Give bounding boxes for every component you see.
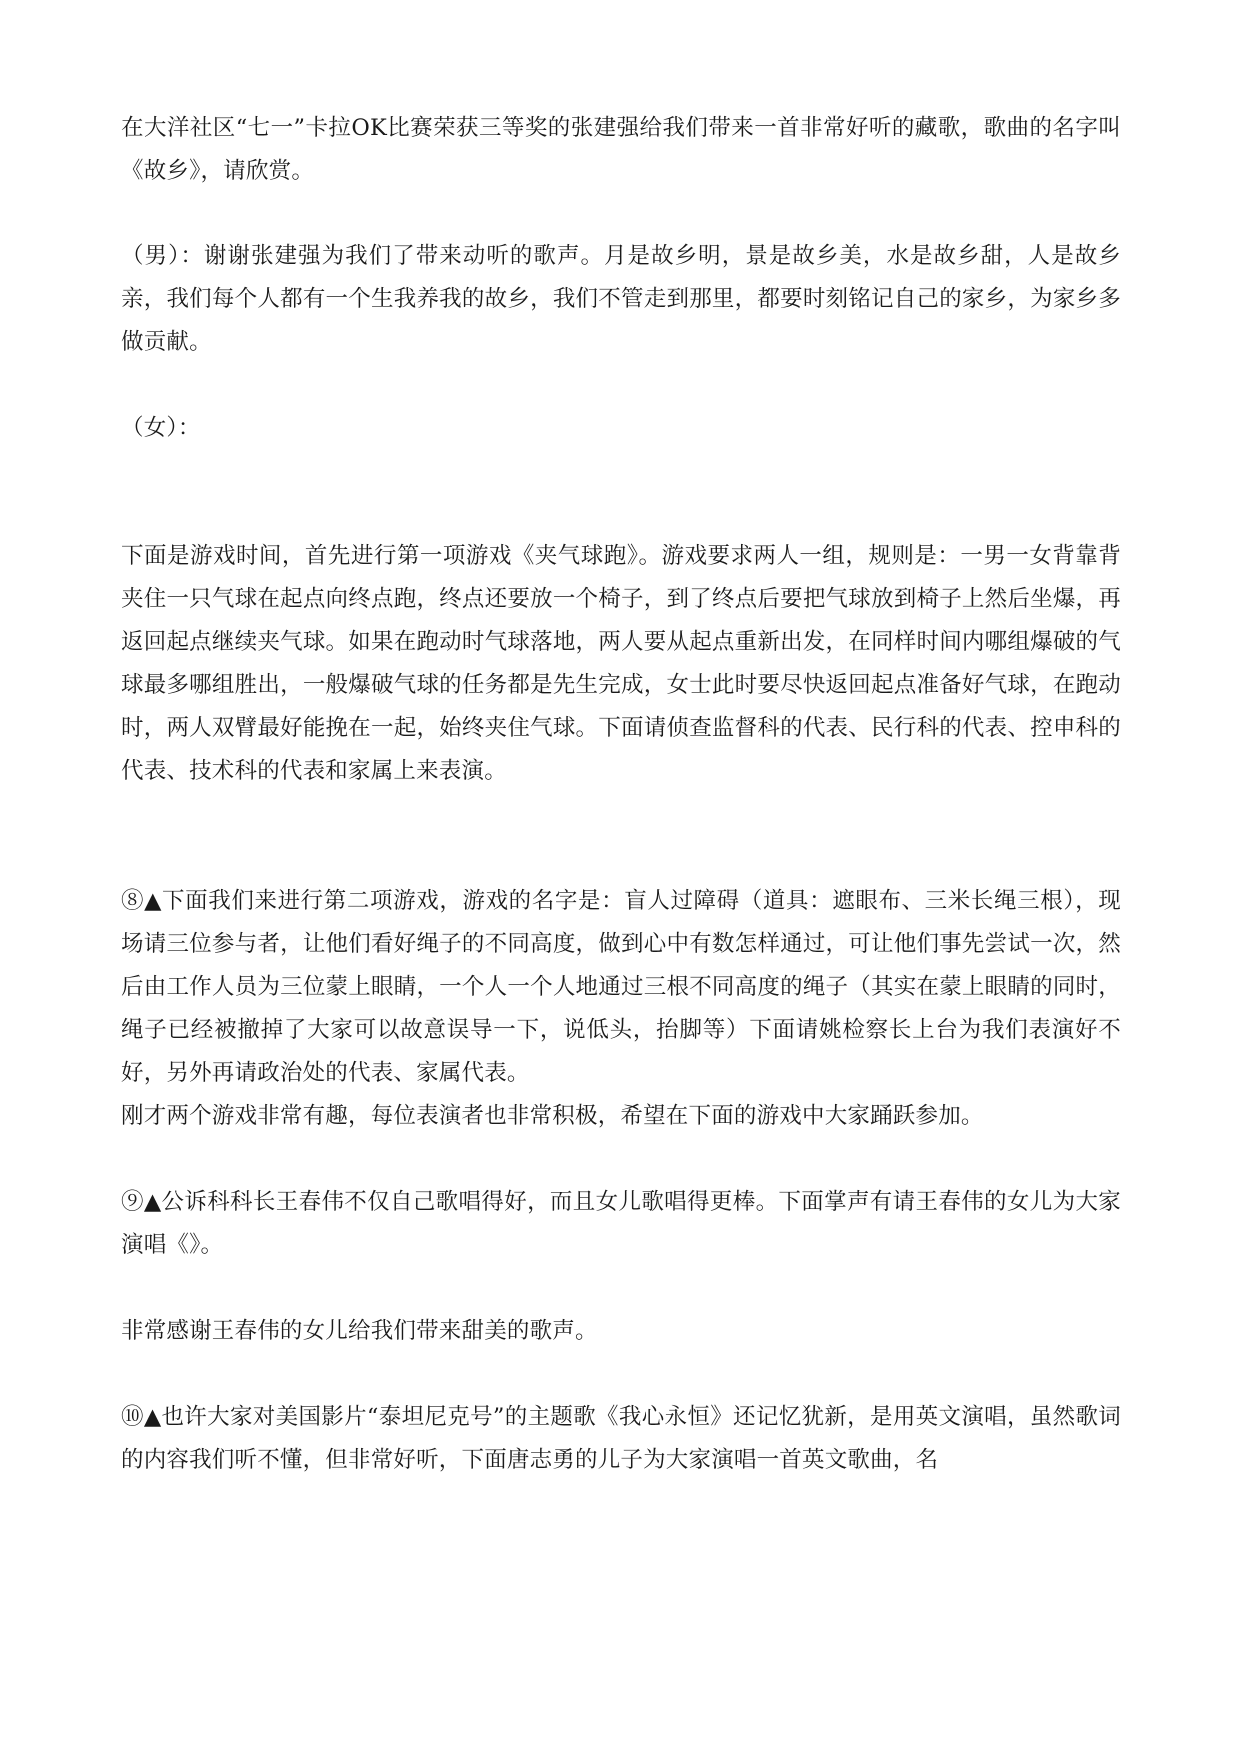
paragraph-english-song: ⑩▲也许大家对美国影片“泰坦尼克号”的主题歌《我心永恒》还记忆犹新，是用英文演唱，虽然歌词的内容我们听不懂，但非常好听，下面唐志勇的儿子为大家演唱一首英文歌曲，名: [121, 1404, 1121, 1473]
paragraph-balloon-game: 下面是游戏时间，首先进行第一项游戏《夹气球跑》。游戏要求两人一组，规则是：一男一女背靠背夹住一只气球在起点向终点跑，终点还要放一个椅子，到了终点后要把气球放到椅子上然后坐爆，再返回起点继续夹气球。如果在跑动时气球落地，两人要从起点重新出发，在同样时间内哪组爆破的气球最多哪组胜出，一般爆破气球的任务都是先生完成，女士此时要尽快返回起点准备好气球，在跑动时，两人双臂最好能挽在一起，始终夹住气球。下面请侦查监督科的代表、民行科的代表、控申科的代表、技术科的代表和家属上来表演。: [121, 543, 1121, 784]
paragraph-daughter-song: ⑨▲公诉科科长王春伟不仅自己歌唱得好，而且女儿歌唱得更棒。下面掌声有请王春伟的女儿为大家演唱《》。: [121, 1189, 1121, 1258]
paragraph-male-host: （男）：谢谢张建强为我们了带来动听的歌声。月是故乡明，景是故乡美，水是故乡甜，人是故乡亲，我们每个人都有一个生我养我的故乡，我们不管走到那里，都要时刻铭记自己的家乡，为家乡多做贡献。: [121, 243, 1121, 355]
paragraph-song-intro: 在大洋社区“七一”卡拉OK比赛荣获三等奖的张建强给我们带来一首非常好听的藏歌，歌曲的名字叫《故乡》，请欣赏。: [121, 115, 1121, 184]
paragraph-female-host: （女）：: [121, 415, 201, 441]
paragraph-thanks: 非常感谢王春伟的女儿给我们带来甜美的歌声。: [121, 1318, 598, 1344]
paragraph-blind-obstacle-game: ⑧▲下面我们来进行第二项游戏，游戏的名字是：盲人过障碍（道具：遮眼布、三米长绳三根），现场请三位参与者，让他们看好绳子的不同高度，做到心中有数怎样通过，可让他们事先尝试一次，然后由工作人员为三位蒙上眼睛，一个人一个人地通过三根不同高度的绳子（其实在蒙上眼睛的同时，绳子已经被撤掉了大家可以故意误导一下，说低头，抬脚等）下面请姚检察长上台为我们表演好不好，另外再请政治处的代表、家属代表。: [121, 888, 1121, 1086]
paragraph-games-summary: 刚才两个游戏非常有趣，每位表演者也非常积极，希望在下面的游戏中大家踊跃参加。: [121, 1103, 984, 1129]
